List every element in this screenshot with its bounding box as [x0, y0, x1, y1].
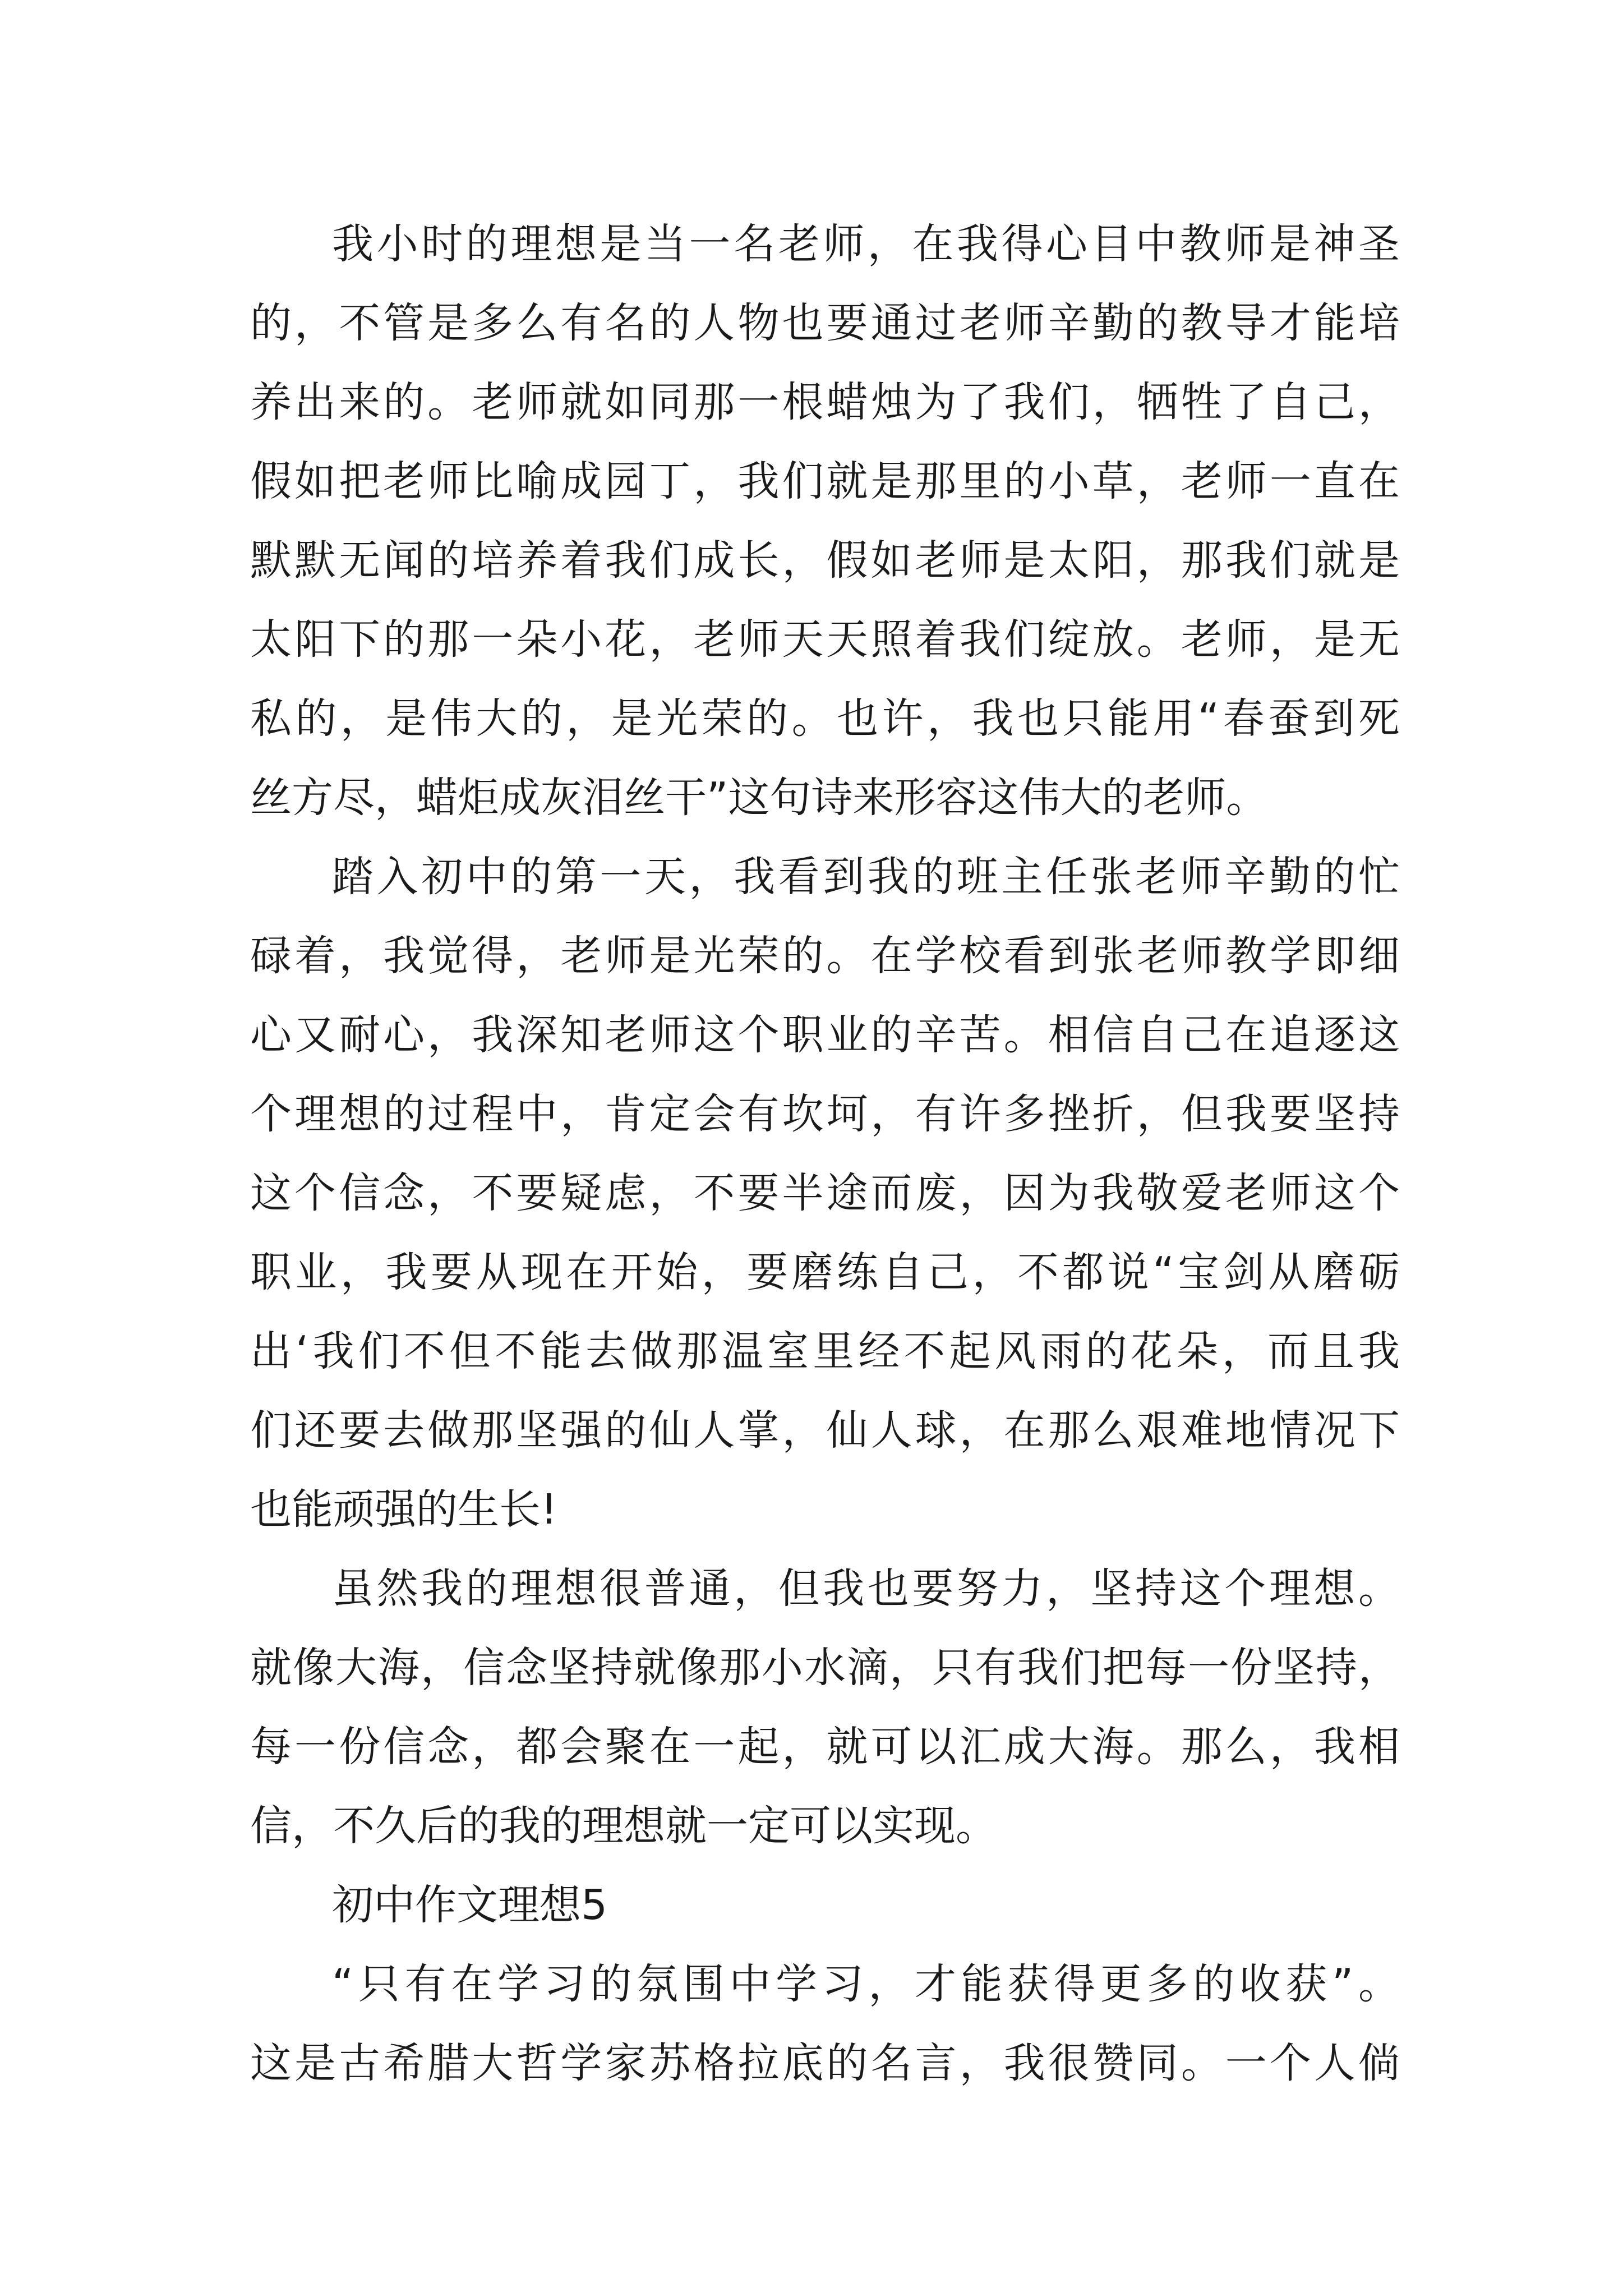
paragraph-4-line-2: 这是古希腊大哲学家苏格拉底的名言，我很赞同。一个人倘 — [250, 2039, 1400, 2087]
paragraph-1-line-2: 的，不管是多么有名的人物也要通过老师辛勤的教导才能培 — [250, 299, 1400, 347]
paragraph-2-line-3: 心又耐心，我深知老师这个职业的辛苦。相信自己在追逐这 — [250, 1011, 1400, 1059]
paragraph-2-line-7: 出‘我们不但不能去做那温室里经不起风雨的花朵，而且我 — [250, 1327, 1400, 1375]
paragraph-2-line-1: 踏入初中的第一天，我看到我的班主任张老师辛勤的忙 — [332, 853, 1400, 901]
document-body — [250, 205, 1400, 2103]
paragraph-3-line-2: 就像大海，信念坚持就像那小水滴，只有我们把每一份坚持， — [250, 1644, 1400, 1692]
paragraph-4-line-1: “只有在学习的氛围中学习，才能获得更多的收获”。 — [332, 1960, 1400, 2008]
paragraph-2-line-4: 个理想的过程中，肯定会有坎坷，有许多挫折，但我要坚持 — [250, 1090, 1400, 1138]
paragraph-2-line-2: 碌着，我觉得，老师是光荣的。在学校看到张老师教学即细 — [250, 932, 1400, 980]
paragraph-2-line-9: 也能顽强的生长! — [250, 1485, 557, 1534]
paragraph-1-line-4: 假如把老师比喻成园丁，我们就是那里的小草，老师一直在 — [250, 457, 1400, 505]
section-heading: 初中作文理想5 — [332, 1881, 608, 1929]
paragraph-3-line-1: 虽然我的理想很普通，但我也要努力，坚持这个理想。 — [332, 1565, 1400, 1613]
paragraph-1-line-3: 养出来的。老师就如同那一根蜡烛为了我们，牺牲了自己， — [250, 378, 1400, 426]
paragraph-3-line-3: 每一份信念，都会聚在一起，就可以汇成大海。那么，我相 — [250, 1723, 1400, 1771]
paragraph-1-line-8: 丝方尽，蜡炬成灰泪丝干”这句诗来形容这伟大的老师。 — [250, 774, 1268, 822]
paragraph-1-line-5: 默默无闻的培养着我们成长，假如老师是太阳，那我们就是 — [250, 536, 1400, 585]
paragraph-3-line-4: 信，不久后的我的理想就一定可以实现。 — [250, 1802, 997, 1850]
paragraph-1-line-1: 我小时的理想是当一名老师，在我得心目中教师是神圣 — [332, 220, 1400, 268]
paragraph-1-line-7: 私的，是伟大的，是光荣的。也许，我也只能用“春蚕到死 — [250, 694, 1400, 743]
paragraph-2-line-6: 职业，我要从现在开始，要磨练自己，不都说“宝剑从磨砺 — [250, 1248, 1400, 1296]
paragraph-2-line-5: 这个信念，不要疑虑，不要半途而废，因为我敬爱老师这个 — [250, 1169, 1400, 1217]
paragraph-2-line-8: 们还要去做那坚强的仙人掌，仙人球，在那么艰难地情况下 — [250, 1406, 1400, 1455]
paragraph-1-line-6: 太阳下的那一朵小花，老师天天照着我们绽放。老师，是无 — [250, 615, 1400, 664]
